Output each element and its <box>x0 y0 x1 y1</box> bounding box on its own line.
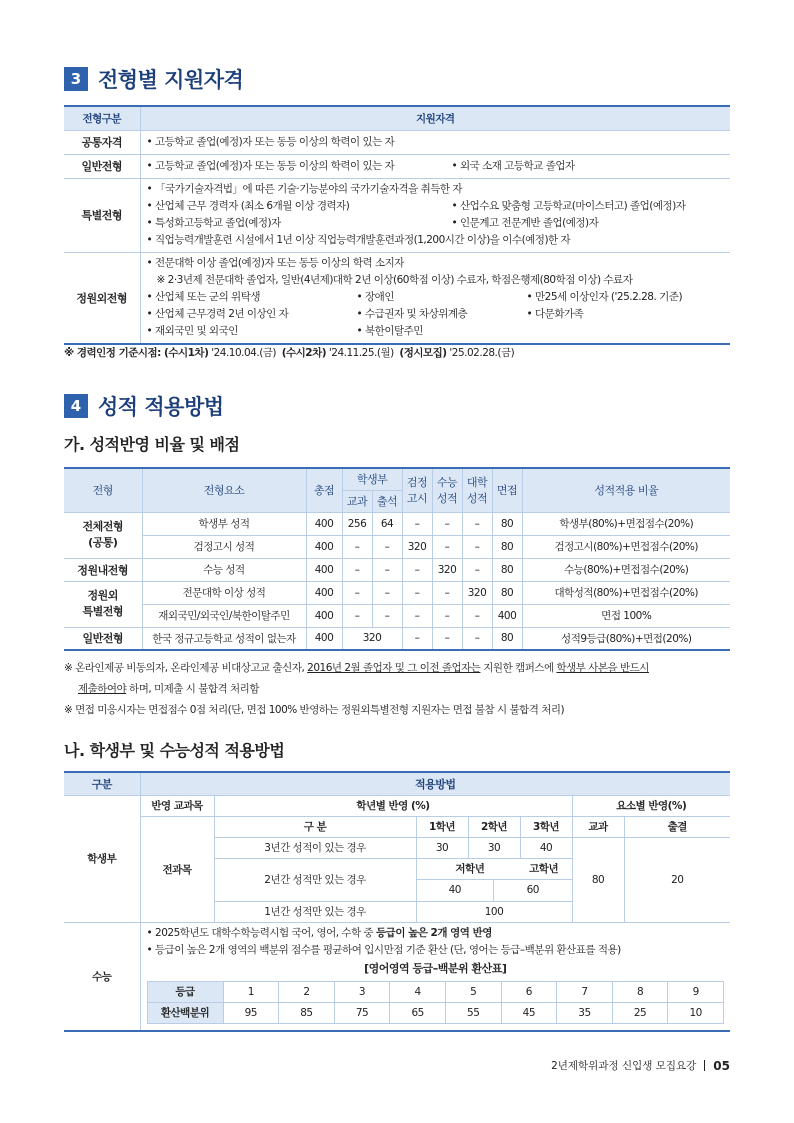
header-method: 적용방법 <box>140 772 730 795</box>
all-subjects: 전과목 <box>140 816 214 922</box>
qualification-text: • 전문대학 이상 졸업(예정)자 또는 동등 이상의 학력 소지자 <box>146 257 404 270</box>
qualification-text: • 재외국민 및 외국인 <box>146 325 238 338</box>
high-grade-label: 고학년 <box>529 863 559 875</box>
grade-row <box>147 981 724 1002</box>
ratio-cell: 성적9등급(80%)+면접(20%) <box>522 627 730 650</box>
record-csat-table <box>64 771 730 1032</box>
value-cell: 400 <box>306 512 342 535</box>
qualification-text: • 산업체 근무경력 2년 이상인 자 <box>146 308 289 321</box>
element-cell: 재외국민/외국인/북한이탈주민 <box>142 604 306 627</box>
header-ged: 검정고시 <box>402 468 432 512</box>
value-cell: 30 <box>416 837 468 858</box>
value-cell: – <box>402 581 432 604</box>
table-row <box>64 130 730 154</box>
grade-cell: 4 <box>390 981 446 1002</box>
header-csat: 수능성적 <box>432 468 462 512</box>
value-cell: – <box>462 558 492 581</box>
grade-split-header <box>455 858 572 879</box>
table-row <box>64 512 730 535</box>
grade-cell: 3 <box>334 981 390 1002</box>
note-text: 하며, 미제출 시 불합격 처리함 <box>126 683 259 695</box>
year-ratio-header: 학년별 반영 (%) <box>214 795 572 816</box>
value-cell: 400 <box>306 627 342 650</box>
qualification-text: • 수급권자 및 차상위계층 <box>356 308 468 321</box>
element-cell: 전문대학 이상 성적 <box>142 581 306 604</box>
value-cell: 320 <box>342 627 402 650</box>
value-cell: – <box>432 604 462 627</box>
table-row <box>64 922 730 1031</box>
value-cell: 80 <box>492 558 522 581</box>
percentile-header: 환산백분위 <box>147 1002 223 1023</box>
note-session: (정시모집) <box>399 347 447 359</box>
qualification-text: • 고등학교 졸업(예정)자 또는 동등 이상의 학력이 있는 자 <box>140 130 730 154</box>
group-label: 특별전형 <box>82 605 123 618</box>
year-2-header: 2학년 <box>468 816 520 837</box>
note-session: (수시2차) <box>281 347 327 359</box>
percentile-cell: 75 <box>334 1002 390 1023</box>
low-grade-label: 저학년 <box>455 863 485 875</box>
value-cell: – <box>432 627 462 650</box>
qualification-text: • 산업체 근무 경력자 (최소 6개월 이상 경력자) <box>146 200 350 212</box>
subject-ratio-value: 80 <box>572 837 624 922</box>
section-3-heading <box>64 64 243 94</box>
table-row <box>64 535 730 558</box>
value-cell: – <box>342 604 372 627</box>
percentile-cell: 45 <box>501 1002 557 1023</box>
group-heading <box>64 581 142 627</box>
csat-line: • 등급이 높은 2개 영역의 백분위 점수를 평균하여 입시만점 기준 환산 (단, 영어는 등급–백분위 환산표를 적용) <box>146 943 621 956</box>
row-heading: 일반전형 <box>64 154 140 178</box>
conversion-caption: [영어영역 등급–백분위 환산표] <box>364 961 507 975</box>
value-cell: 40 <box>417 880 495 901</box>
csat-text: • 2025학년도 대학수학능력시험 국어, 영어, 수학 중 <box>146 926 377 939</box>
qualification-text: • 「국가기술자격법」에 따른 기술·기능분야의 국가기술자격을 취득한 자 <box>146 183 463 195</box>
value-cell: 400 <box>306 604 342 627</box>
note-date: '25.02.28.(금) <box>446 347 515 359</box>
division-header: 구 분 <box>214 816 416 837</box>
header-univ: 대학성적 <box>462 468 492 512</box>
csat-heading: 수능 <box>64 922 140 1031</box>
attendance-ratio-value: 20 <box>624 837 730 922</box>
grade-cell: 6 <box>501 981 557 1002</box>
qualification-text: • 만25세 이상인자 ('25.2.28. 기준) <box>526 291 683 304</box>
group-label: 정원외 <box>87 589 118 602</box>
table-row <box>64 252 730 344</box>
value-cell: – <box>402 627 432 650</box>
qualification-text: • 외국 소재 고등학교 졸업자 <box>451 159 575 172</box>
group-heading <box>64 512 142 558</box>
value-cell: – <box>372 558 402 581</box>
header-qualification: 지원자격 <box>140 106 730 130</box>
ratio-cell: 수능(80%)+면접점수(20%) <box>522 558 730 581</box>
section-number: 4 <box>64 394 88 418</box>
table-row <box>64 604 730 627</box>
grade-cell: 9 <box>668 981 724 1002</box>
percentile-cell: 85 <box>279 1002 335 1023</box>
percentile-cell: 10 <box>668 1002 724 1023</box>
value-cell: – <box>402 604 432 627</box>
value-cell: – <box>432 535 462 558</box>
table-row <box>64 627 730 650</box>
value-cell: – <box>372 535 402 558</box>
grade-header: 등급 <box>147 981 223 1002</box>
note-text: 학생부 사본을 반드시 <box>556 662 649 674</box>
element-cell: 학생부 성적 <box>142 512 306 535</box>
year-3-header: 3학년 <box>520 816 572 837</box>
value-cell: 320 <box>462 581 492 604</box>
note-date: '24.10.04.(금) <box>208 347 277 359</box>
note-prefix: ※ 경력인정 기준시점: <box>64 347 165 359</box>
value-cell: 80 <box>492 512 522 535</box>
footer-divider <box>704 1060 705 1071</box>
transcript-note <box>64 658 734 721</box>
percentile-cell: 25 <box>612 1002 668 1023</box>
value-cell: 64 <box>372 512 402 535</box>
table-row <box>64 816 730 837</box>
subsection-title: 나. 학생부 및 수능성적 적용방법 <box>64 741 285 760</box>
year-1-header: 1학년 <box>416 816 468 837</box>
value-cell: – <box>462 627 492 650</box>
csat-line <box>147 925 725 942</box>
value-cell: 320 <box>432 558 462 581</box>
value-cell: 400 <box>306 558 342 581</box>
element-cell: 검정고시 성적 <box>142 535 306 558</box>
value-cell: 400 <box>492 604 522 627</box>
value-cell: 400 <box>306 581 342 604</box>
percentile-cell: 55 <box>445 1002 501 1023</box>
record-heading: 학생부 <box>64 795 140 922</box>
english-conversion-table <box>147 981 725 1024</box>
qualification-text: • 다문화가족 <box>526 308 584 321</box>
section-4-heading <box>64 391 224 421</box>
header-record: 학생부 <box>342 468 402 490</box>
case-label: 2년간 성적만 있는 경우 <box>214 858 416 901</box>
qualification-text: • 산업체 또는 군의 위탁생 <box>146 291 260 304</box>
value-cell: 30 <box>468 837 520 858</box>
subject-ratio-header: 교과 <box>572 816 624 837</box>
page-footer <box>551 1058 730 1073</box>
table-row <box>64 795 730 816</box>
value-cell: – <box>372 604 402 627</box>
percentile-row <box>147 1002 724 1023</box>
grade-cell: 1 <box>223 981 279 1002</box>
row-heading: 공통자격 <box>64 130 140 154</box>
header-ratio: 성적적용 비율 <box>522 468 730 512</box>
qualification-text: • 산업수요 맞춤형 고등학교(마이스터고) 졸업(예정)자 <box>451 200 686 212</box>
section-title: 전형별 지원자격 <box>98 68 244 92</box>
qualification-text: • 장애인 <box>356 291 394 304</box>
ratio-cell: 대학성적(80%)+면접점수(20%) <box>522 581 730 604</box>
header-type: 전형 <box>64 468 142 512</box>
element-cell: 한국 정규고등학교 성적이 없는자 <box>142 627 306 650</box>
value-cell: – <box>462 512 492 535</box>
header-element: 전형요소 <box>142 468 306 512</box>
value-cell: 80 <box>492 535 522 558</box>
header-total: 총점 <box>306 468 342 512</box>
grade-cell: 5 <box>445 981 501 1002</box>
grade-split-values <box>416 879 572 901</box>
note-text: 지원한 캠퍼스에 <box>480 662 557 674</box>
value-cell: – <box>342 581 372 604</box>
row-heading: 특별전형 <box>64 178 140 252</box>
note-text: 제출하여야 <box>78 683 127 695</box>
qualification-text: • 직업능력개발훈련 시설에서 1년 이상 직업능력개발훈련과정(1,200시간 이상)을 이수(예정)한 자 <box>146 234 571 246</box>
group-heading: 정원내전형 <box>64 558 142 581</box>
note-text: ※ 온라인제공 비동의자, 온라인제공 비대상고교 출신자, <box>64 662 308 674</box>
qualification-text: • 인문계고 전문계반 졸업(예정)자 <box>451 217 599 229</box>
value-cell: 60 <box>526 883 539 896</box>
grade-cell: 8 <box>612 981 668 1002</box>
table-row <box>64 581 730 604</box>
note-session: (수시1차) <box>164 347 209 359</box>
value-cell: 80 <box>492 581 522 604</box>
note-text: 2016년 2월 졸업자 및 그 이전 졸업자는 <box>307 662 481 674</box>
qualification-table <box>64 105 730 345</box>
qualification-text: • 북한이탈주민 <box>356 325 423 338</box>
value-cell: 100 <box>416 901 572 922</box>
header-attend: 출석 <box>372 490 402 512</box>
value-cell: – <box>402 558 432 581</box>
value-cell: – <box>342 535 372 558</box>
case-label: 1년간 성적만 있는 경우 <box>214 901 416 922</box>
career-note <box>64 345 514 360</box>
value-cell: 40 <box>520 837 572 858</box>
value-cell: – <box>462 535 492 558</box>
csat-text-bold: 등급이 높은 2개 영역 반영 <box>376 926 492 939</box>
qualification-note: ※ 2·3년제 전문대학 졸업자, 일반(4년제)대학 2년 이상(60학점 이상) 수료자, 학점은행제(80학점 이상) 수료자 <box>156 274 633 287</box>
value-cell: 256 <box>342 512 372 535</box>
qualification-text: • 고등학교 졸업(예정)자 또는 동등 이상의 학력이 있는 자 <box>146 159 395 172</box>
subject-header: 반영 교과목 <box>140 795 214 816</box>
note-date: '24.11.25.(월) <box>326 347 394 359</box>
table-row <box>64 178 730 252</box>
page-number: 05 <box>713 1058 730 1073</box>
header-interview: 면접 <box>492 468 522 512</box>
section-number: 3 <box>64 67 88 91</box>
section-title: 성적 적용방법 <box>98 395 224 419</box>
header-type: 전형구분 <box>64 106 140 130</box>
element-ratio-header: 요소별 반영(%) <box>572 795 730 816</box>
ratio-cell: 면접 100% <box>522 604 730 627</box>
ratio-cell: 학생부(80%)+면접점수(20%) <box>522 512 730 535</box>
group-label: 전체전형 <box>82 520 123 533</box>
ratio-cell: 검정고시(80%)+면접점수(20%) <box>522 535 730 558</box>
table-row <box>64 558 730 581</box>
value-cell: – <box>462 604 492 627</box>
value-cell: 320 <box>402 535 432 558</box>
percentile-cell: 35 <box>557 1002 613 1023</box>
row-heading: 정원외전형 <box>64 252 140 344</box>
subsection-title: 가. 성적반영 비율 및 배점 <box>64 435 240 454</box>
value-cell: 400 <box>306 535 342 558</box>
footer-title: 2년제학위과정 신입생 모집요강 <box>551 1060 697 1072</box>
element-cell: 수능 성적 <box>142 558 306 581</box>
group-label: (공통) <box>88 536 118 549</box>
percentile-cell: 95 <box>223 1002 279 1023</box>
score-ratio-table <box>64 467 730 651</box>
group-heading: 일반전형 <box>64 627 142 650</box>
value-cell: 80 <box>492 627 522 650</box>
table-row <box>64 154 730 178</box>
value-cell: – <box>342 558 372 581</box>
attendance-ratio-header: 출결 <box>624 816 730 837</box>
grade-cell: 7 <box>557 981 613 1002</box>
value-cell: – <box>432 512 462 535</box>
value-cell: – <box>402 512 432 535</box>
case-label: 3년간 성적이 있는 경우 <box>214 837 416 858</box>
header-subject: 교과 <box>342 490 372 512</box>
csat-method <box>140 922 730 1031</box>
header-division: 구분 <box>64 772 140 795</box>
value-cell: – <box>432 581 462 604</box>
qualification-text: • 특성화고등학교 졸업(예정)자 <box>146 217 281 229</box>
note-text: ※ 면접 미응시자는 면접점수 0점 처리(단, 면접 100% 반영하는 정원외특별전형 지원자는 면접 불참 시 불합격 처리) <box>64 704 565 716</box>
grade-cell: 2 <box>279 981 335 1002</box>
value-cell: – <box>372 581 402 604</box>
percentile-cell: 65 <box>390 1002 446 1023</box>
